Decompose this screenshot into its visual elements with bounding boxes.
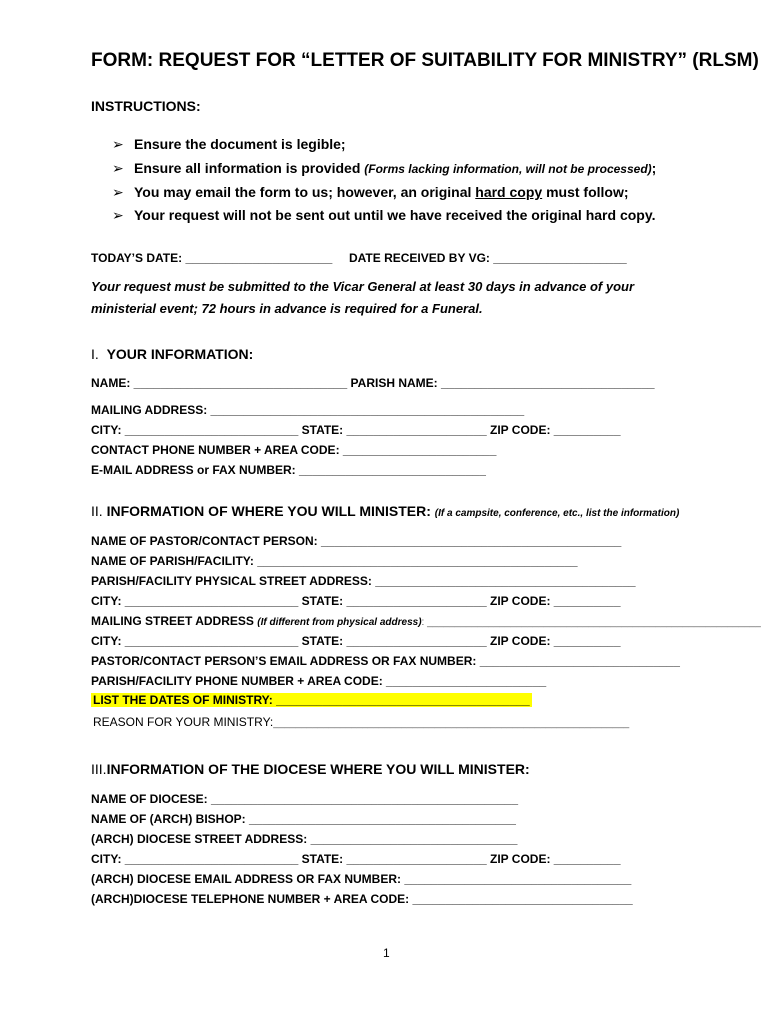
notice-line-2: ministerial event; 72 hours in advance is required for a Funeral.: [91, 301, 483, 316]
email-fax-field[interactable]: E-MAIL ADDRESS or FAX NUMBER: ____________________________: [91, 463, 486, 477]
instruction-item: ➢ Your request will not be sent out until we have received the original hard copy.: [112, 207, 656, 223]
dates-of-ministry-field[interactable]: [91, 693, 532, 707]
dates-line: [91, 251, 627, 265]
arrow-bullet-icon: ➢: [112, 184, 124, 200]
instruction-item: ➢ Ensure the document is legible;: [112, 136, 346, 152]
city-state-zip-field[interactable]: CITY: __________________________ STATE: _____________________ ZIP CODE: __________: [91, 634, 621, 648]
city-state-zip-field[interactable]: CITY: __________________________ STATE: _____________________ ZIP CODE: __________: [91, 423, 621, 437]
instruction-item: ➢ Ensure all information is provided (Forms lacking information, will not be processed);: [112, 160, 657, 176]
section-2-note: (If a campsite, conference, etc., list the information): [434, 508, 680, 519]
arrow-bullet-icon: ➢: [112, 207, 124, 223]
date-received-field[interactable]: DATE RECEIVED BY VG: ____________________: [348, 251, 627, 265]
mailing-address-field[interactable]: MAILING ADDRESS: _______________________________________________: [91, 403, 525, 417]
section-2-heading: II. INFORMATION OF WHERE YOU WILL MINISTER: (If a campsite, conference, etc., list the information): [91, 503, 680, 519]
diocese-name-field[interactable]: NAME OF DIOCESE: ______________________________________________: [91, 792, 519, 806]
instruction-note: (Forms lacking information, will not be processed): [364, 162, 652, 176]
section-3-heading: III.INFORMATION OF THE DIOCESE WHERE YOU WILL MINISTER:: [91, 761, 530, 777]
dates-of-ministry-highlight: LIST THE DATES OF MINISTRY: ______________________________________: [93, 693, 530, 707]
arrow-bullet-icon: ➢: [112, 136, 124, 152]
page-number: 1: [383, 946, 390, 960]
mailing-address-note: (If different from physical address): [257, 617, 422, 628]
form-title: FORM: REQUEST FOR “LETTER OF SUITABILITY FOR MINISTRY” (RLSM): [91, 50, 759, 71]
section-1-heading: I. YOUR INFORMATION:: [91, 346, 254, 362]
physical-address-field[interactable]: PARISH/FACILITY PHYSICAL STREET ADDRESS: _______________________________________: [91, 574, 636, 588]
city-state-zip-field[interactable]: CITY: __________________________ STATE: _____________________ ZIP CODE: __________: [91, 594, 621, 608]
mailing-street-address-field[interactable]: MAILING STREET ADDRESS (If different from physical address): ____________________________________________________________: [91, 614, 761, 628]
name-parish-field[interactable]: NAME: ________________________________ PARISH NAME: ________________________________: [91, 376, 655, 390]
instruction-item: ➢ You may email the form to us; however, an original hard copy must follow;: [112, 184, 629, 200]
contact-phone-field[interactable]: CONTACT PHONE NUMBER + AREA CODE: _______________________: [91, 443, 497, 457]
parish-phone-field[interactable]: PARISH/FACILITY PHONE NUMBER + AREA CODE: ________________________: [91, 674, 547, 688]
city-state-zip-field[interactable]: CITY: __________________________ STATE: _____________________ ZIP CODE: __________: [91, 852, 621, 866]
diocese-phone-field[interactable]: (ARCH)DIOCESE TELEPHONE NUMBER + AREA CODE: _________________________________: [91, 892, 633, 906]
pastor-email-fax-field[interactable]: PASTOR/CONTACT PERSON’S EMAIL ADDRESS OR FAX NUMBER: ______________________________: [91, 654, 680, 668]
todays-date-field[interactable]: TODAY’S DATE: ______________________: [91, 251, 333, 265]
bishop-name-field[interactable]: NAME OF (ARCH) BISHOP: ________________________________________: [91, 812, 516, 826]
instructions-heading: INSTRUCTIONS:: [91, 98, 201, 114]
reason-for-ministry-field[interactable]: REASON FOR YOUR MINISTRY:________________________________________________________________: [93, 715, 630, 729]
notice-line-1: Your request must be submitted to the Vicar General at least 30 days in advance of your: [91, 279, 635, 294]
diocese-address-field[interactable]: (ARCH) DIOCESE STREET ADDRESS: _______________________________: [91, 832, 518, 846]
parish-facility-field[interactable]: NAME OF PARISH/FACILITY: ________________________________________________: [91, 554, 578, 568]
arrow-bullet-icon: ➢: [112, 160, 124, 176]
diocese-email-fax-field[interactable]: (ARCH) DIOCESE EMAIL ADDRESS OR FAX NUMBER: __________________________________: [91, 872, 632, 886]
pastor-contact-field[interactable]: NAME OF PASTOR/CONTACT PERSON: _____________________________________________: [91, 534, 622, 548]
hard-copy-underlined: hard copy: [475, 184, 543, 200]
